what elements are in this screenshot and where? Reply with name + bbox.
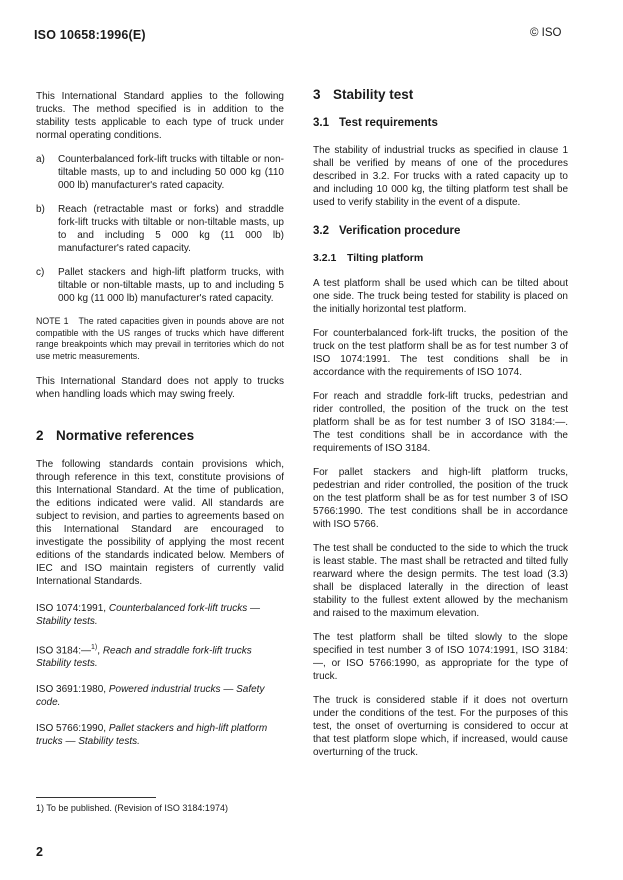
page-number: 2: [36, 845, 43, 859]
scope-exclusion: This International Standard does not apply to trucks when handling loads which may swing freely.: [36, 376, 284, 400]
section-number: 3.2: [313, 225, 329, 237]
procedure-paragraph: A test platform shall be used which can be tilted about one side. The truck being tested for stability is placed on the initially horizontal test platform.: [313, 278, 568, 315]
list-label: a): [36, 154, 45, 165]
document-id: ISO 10658:1996(E): [34, 28, 146, 42]
copyright-mark: © ISO: [530, 27, 562, 39]
section-title: Verification procedure: [339, 225, 461, 237]
ref-title: Reach and straddle fork-lift trucks Stability tests.: [36, 645, 252, 670]
footnote: 1) To be published. (Revision of ISO 3184:1974): [36, 803, 228, 813]
note-1: [36, 316, 284, 362]
procedure-paragraph: The test platform shall be tilted slowly to the slope specified in test number 3 of ISO 1074:1991, ISO 3184:—, or ISO 5766:1990, as appropriate for the type of truck.: [313, 632, 568, 682]
right-column: [313, 88, 568, 770]
section-title: Stability test: [333, 87, 414, 102]
section-heading-3-2-1: [313, 252, 568, 265]
section-title: Test requirements: [339, 117, 438, 129]
procedure-paragraph: For pallet stackers and high-lift platform trucks, pedestrian and rider controlled, the position of the truck on the test platform shall be as for test number 3 of ISO 5766:1990. The test conditions shall be in accordance with ISO 5766.: [313, 467, 568, 530]
section-heading-2: [36, 429, 284, 442]
ref-title: Pallet stackers and high-lift platform trucks — Stability tests.: [36, 723, 268, 748]
left-column: [36, 90, 284, 761]
reference-item: [36, 683, 284, 709]
ref-code: ISO 1074:1991,: [36, 603, 107, 614]
section-number: 2: [36, 428, 44, 443]
section-number: 3.2.1: [313, 252, 337, 264]
scope-item-a: [36, 153, 284, 192]
footnote-divider: [36, 797, 156, 798]
section-title: Tilting platform: [347, 252, 424, 264]
procedure-paragraph: For reach and straddle fork-lift trucks, pedestrian and rider controlled, the position of the truck on the test platform shall be as for test number 3 of ISO 3184:—. The test conditions shall be in accordance with the requirements of ISO 3184.: [313, 391, 568, 454]
note-label: NOTE 1: [36, 316, 69, 326]
procedure-paragraph: The test shall be conducted to the side to which the truck is least stable. The mast shall be retracted and tilted fully rearward where the design permits. The test load (3.3) shall be displaced laterally in the direction of least stability to the fullest extent allowed by the mechanism and raised to the maximum elevation.: [313, 543, 568, 619]
list-label: c): [36, 267, 45, 278]
list-text: Counterbalanced fork-lift trucks with tiltable or non-tiltable masts, up to and including 50 000 kg (110 000 lb) manufacturer's rated capacity.: [58, 154, 284, 191]
section-title: Normative references: [56, 428, 195, 443]
ref-code: ISO 5766:1990,: [36, 723, 107, 735]
test-requirements-text: The stability of industrial trucks as specified in clause 1 shall be verified by means of one of the procedures described in 3.2. For trucks with a rated capacity up to and including 10 000 kg, the tilting platform test shall be used to verify stability in the event of a dispute.: [313, 145, 568, 208]
scope-item-c: [36, 266, 284, 305]
procedure-paragraph: For counterbalanced fork-lift trucks, the position of the truck on the test platform shall be as for test number 3 of ISO 1074:1991. The test conditions shall be in accordance with the requirements of ISO 1074.: [313, 328, 568, 378]
section-heading-3-1: [313, 117, 568, 130]
scope-intro: This International Standard applies to the following trucks. The method specified is in addition to the stability tests applicable to each type of truck under normal operating conditions.: [36, 91, 284, 141]
section-number: 3.1: [313, 117, 329, 129]
ref-code: ISO 3184:—: [36, 645, 92, 657]
footnote-marker[interactable]: 1): [91, 644, 98, 651]
reference-item: [36, 602, 284, 628]
list-text: Reach (retractable mast or forks) and straddle fork-lift trucks with tiltable or non-tiltable masts, up to and including 5 000 kg (11 000 lb) manufacturer's rated capacity.: [58, 204, 284, 254]
procedure-paragraph: The truck is considered stable if it does not overturn under the conditions of the test. For the purposes of this test, the onset of overturning is considered to occur at that test platform slope which, if increased, would cause overturning of the truck.: [313, 695, 568, 758]
reference-item: ISO 3184:—$^{1)}$, Reach and straddle fork-lift trucks Stability tests.: [36, 644, 252, 670]
ref-title: Counterbalanced fork-lift trucks — Stability tests.: [36, 603, 261, 627]
section-number: 3: [313, 87, 321, 102]
section-heading-3-2: [313, 225, 568, 238]
section-heading-3: [313, 88, 568, 101]
normative-text: The following standards contain provisions which, through reference in this text, constitute provisions of this International Standard. At the time of publication, the editions indicated were valid. All standards are subject to revision, and parties to agreements based on this International Standard are encouraged to investigate the possibility of applying the most recent editions of the standards indicated below. Members of IEC and ISO maintain registers of currently valid International Standards.: [36, 459, 284, 587]
scope-item-b: [36, 203, 284, 255]
reference-item: [36, 722, 284, 748]
note-text: The rated capacities given in pounds above are not compatible with the US ranges of trucks which have different range breakpoints which may prevail in territories which do not use metric measurements.: [36, 316, 285, 361]
ref-code: ISO 3691:1980,: [36, 684, 107, 696]
list-label: b): [36, 204, 45, 215]
list-text: Pallet stackers and high-lift platform trucks, with tiltable or non-tiltable masts, up to and including 5 000 kg (11 000 lb) manufacturer's rated capacity.: [58, 267, 284, 304]
ref-title: Powered industrial trucks — Safety code.: [36, 684, 265, 709]
